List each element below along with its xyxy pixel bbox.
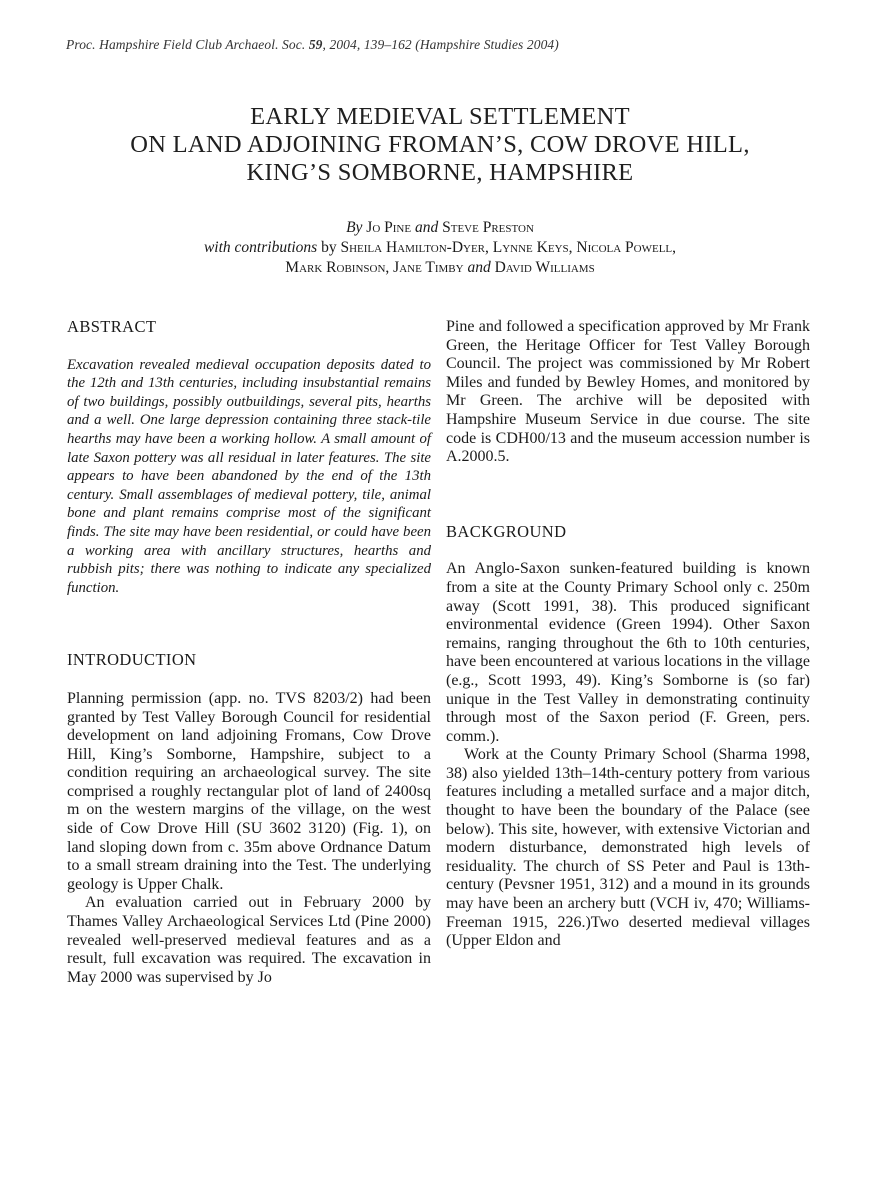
journal-pages: , 2004, 139–162 (Hampshire Studies 2004): [322, 37, 559, 52]
journal-volume: 59: [308, 37, 323, 52]
background-paragraph-2: Work at the County Primary School (Sharma 1998, 38) also yielded 13th–14th-century pottery from various features including a metalled surface and a major ditch, thought to have been the boundary of the Palace (see below). This site, however, with extensive Victorian and modern disturbance, demonstrated high levels of residuality. The church of SS Peter and Paul is 13th-century (Pevsner 1951, 312) and a mound in its grounds may have been an archery butt (VCH iv, 470; Williams-Freeman 1915, 226.)Two deserted medieval villages (Upper Eldon and: [446, 746, 810, 950]
contributors-line-2: Mark Robinson, Jane Timby: [285, 259, 464, 276]
background-heading: BACKGROUND: [446, 521, 567, 541]
running-head: [66, 37, 559, 53]
contributors-line-1: Sheila Hamilton-Dyer, Lynne Keys, Nicola Powell,: [340, 239, 677, 256]
article-title: [60, 103, 820, 187]
right-column: [446, 318, 810, 951]
title-line-2: ON LAND ADJOINING FROMAN’S, COW DROVE HILL,: [130, 131, 750, 158]
byline-by: By: [346, 219, 363, 236]
byline-and: and: [414, 219, 439, 236]
introduction-paragraph-2: An evaluation carried out in February 2000 by Thames Valley Archaeological Services Ltd (Pine 2000) revealed well-preserved medieval features and as a result, full excavation was required. The excavation in May 2000 was supervised by Jo: [67, 894, 431, 986]
journal-name: Proc. Hampshire Field Club Archaeol. Soc.: [66, 37, 306, 52]
byline-contributors-2: [60, 258, 820, 278]
byline-with: with contributions: [203, 239, 318, 256]
byline-authors: [60, 218, 820, 238]
author-2: Steve Preston: [442, 219, 534, 236]
title-line-1: EARLY MEDIEVAL SETTLEMENT: [250, 103, 630, 130]
byline-and-2: and: [467, 259, 491, 276]
abstract-text: Excavation revealed medieval occupation deposits dated to the 12th and 13th centuries, including insubstantial remains of two buildings, possibly outbuildings, several pits, hearths and a well. One large depression containing three stack-tile hearths may have been a working hollow. A small amount of late Saxon pottery was all residual in later features. The site appears to have been abandoned by the end of the 13th century. Small assemblages of medieval pottery, tile, animal bone and plant remains comprise most of the significant finds. The site may have been residential, or could have been a working area with ancillary structures, hearths and rubbish pits; there was nothing to indicate any specialized function.: [67, 356, 431, 596]
background-paragraph-1: An Anglo-Saxon sunken-featured building is known from a site at the County Primary School only c. 250m away (Scott 1991, 38). This produced significant environmental evidence (Green 1994). Other Saxon remains, ranging throughout the 6th to 10th centuries, have been encountered at various locations in the village (e.g., Scott 1993, 49). King’s Somborne is (so far) unique in the Test Valley in demonstrating continuity through most of the Saxon period (F. Green, pers. comm.).: [446, 560, 810, 745]
left-column: [67, 318, 431, 987]
byline: [60, 218, 820, 278]
introduction-paragraph-3: Pine and followed a specification approved by Mr Frank Green, the Heritage Officer for Test Valley Borough Council. The project was commissioned by Mr Robert Miles and funded by Bewley Homes, and monitored by Mr Green. The archive will be deposited with Hampshire Museum Service in due course. The site code is CDH00/13 and the museum accession number is A.2000.5.: [446, 318, 810, 466]
abstract-heading: ABSTRACT: [67, 317, 157, 336]
byline-by-2: by: [321, 239, 337, 256]
introduction-heading: INTRODUCTION: [67, 650, 197, 670]
author-1: Jo Pine: [366, 219, 412, 236]
title-line-3: KING’S SOMBORNE, HAMPSHIRE: [246, 159, 634, 186]
byline-contributors-1: [60, 238, 820, 258]
introduction-paragraph-1: Planning permission (app. no. TVS 8203/2) had been granted by Test Valley Borough Council for residential development on land adjoining Fromans, Cow Drove Hill, King’s Somborne, Hampshire, subject to a condition requiring an archaeological survey. The site comprised a roughly rectangular plot of land of 2400sq m on the western margins of the village, on the west side of Cow Drove Hill (SU 3602 3120) (Fig. 1), on land sloping down from c. 35m above Ordnance Datum to a small stream draining into the Test. The underlying geology is Upper Chalk.: [67, 689, 431, 893]
contributors-line-3: David Williams: [494, 259, 595, 276]
